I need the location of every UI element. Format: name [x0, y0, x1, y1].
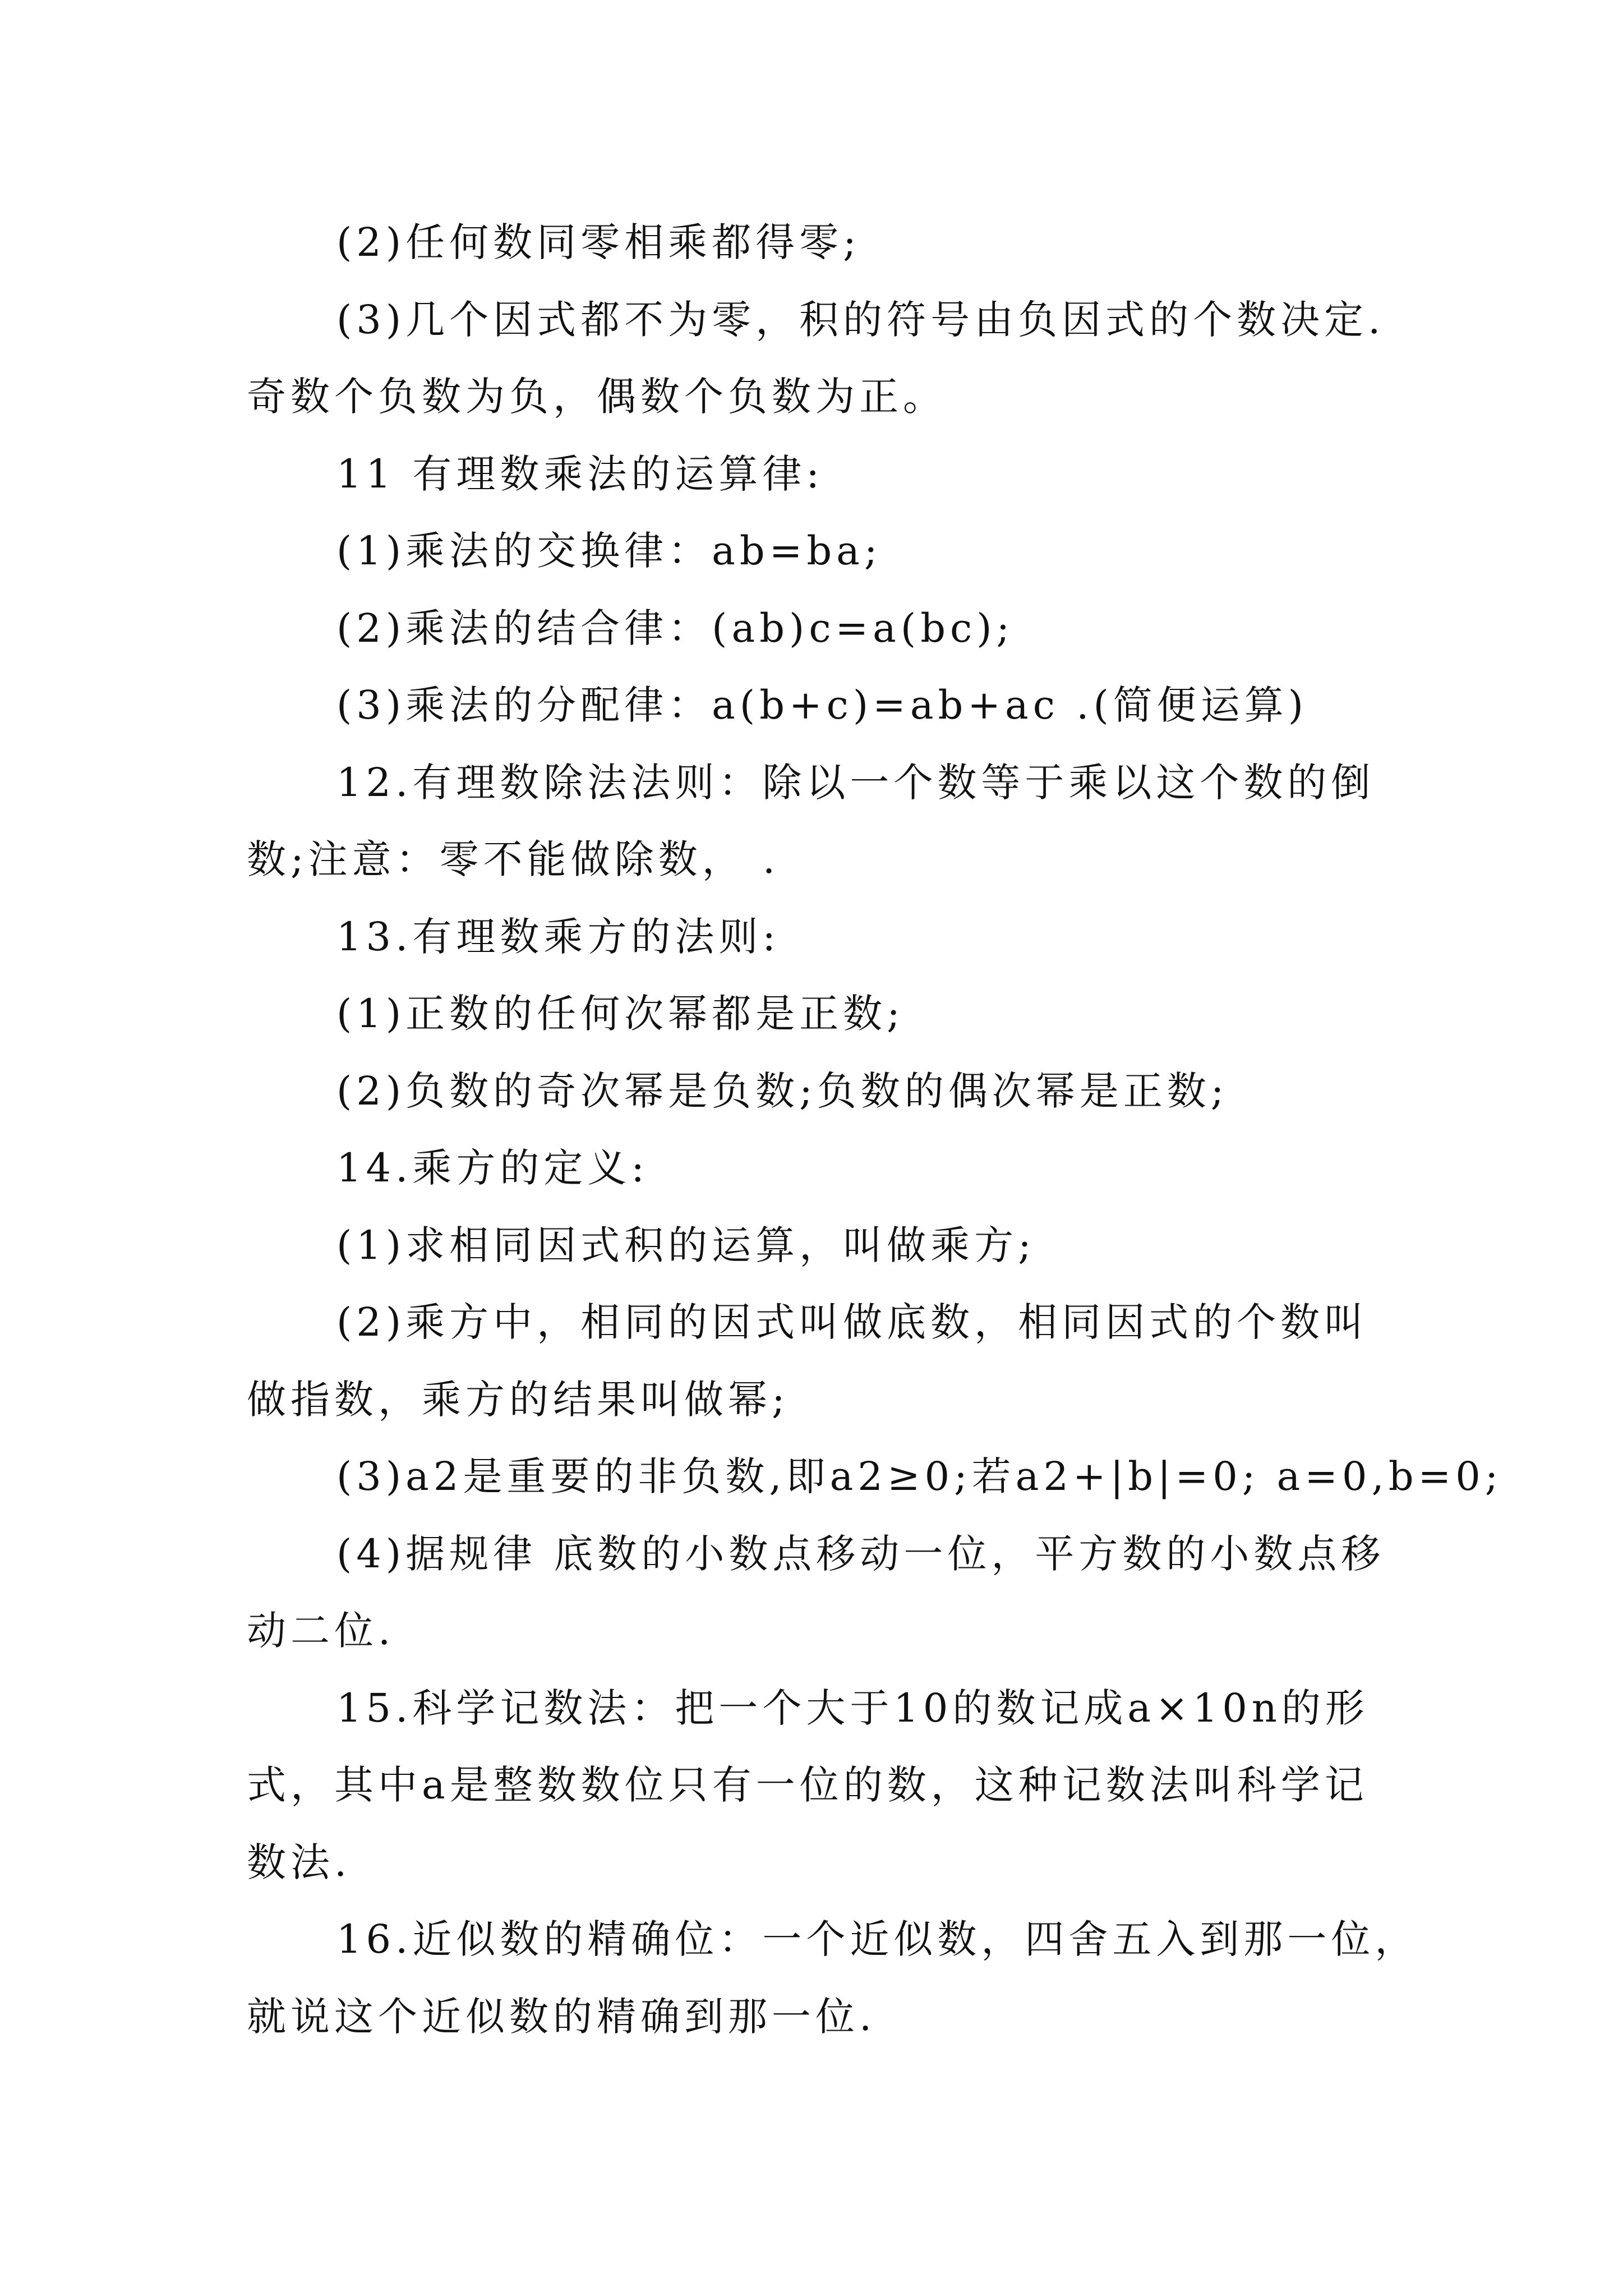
text-line: (3)a2是重要的非负数,即a2≥0;若a2+|b|=0; a=0,b=0;	[336, 1453, 1503, 1499]
text-line: 15.科学记数法：把一个大于10的数记成a×10n的形	[336, 1685, 1369, 1731]
text-line: (1)乘法的交换律：ab=ba;	[336, 528, 882, 574]
text-line: 11 有理数乘法的运算律:	[336, 451, 824, 497]
text-line: 动二位.	[247, 1608, 395, 1654]
text-line: 数;注意：零不能做除数， .	[247, 836, 780, 882]
text-line: (2)任何数同零相乘都得零;	[336, 219, 861, 265]
text-line: 数法.	[247, 1839, 352, 1885]
text-line: 12.有理数除法法则：除以一个数等于乘以这个数的倒	[336, 760, 1375, 806]
text-line: (2)乘方中，相同的因式叫做底数，相同因式的个数叫	[336, 1299, 1368, 1345]
text-line: 13.有理数乘方的法则:	[336, 914, 780, 960]
text-line: (1)正数的任何次幂都是正数;	[336, 991, 905, 1037]
text-line: (1)求相同因式积的运算，叫做乘方;	[336, 1222, 1036, 1268]
text-line: 奇数个负数为负，偶数个负数为正。	[247, 374, 947, 420]
text-line: 14.乘方的定义:	[336, 1145, 649, 1191]
text-line: 16.近似数的精确位：一个近似数，四舍五入到那一位，	[336, 1916, 1419, 1962]
text-line: (2)乘法的结合律：(ab)c=a(bc);	[336, 605, 1015, 651]
text-line: (2)负数的奇次幂是负数;负数的偶次幂是正数;	[336, 1068, 1229, 1114]
text-line: 做指数，乘方的结果叫做幂;	[247, 1377, 790, 1423]
text-line: 式，其中a是整数数位只有一位的数，这种记数法叫科学记	[247, 1762, 1368, 1808]
text-line: (3)几个因式都不为零，积的符号由负因式的个数决定.	[336, 297, 1385, 343]
text-line: (3)乘法的分配律：a(b+c)=ab+ac .(简便运算)	[336, 682, 1308, 728]
text-line: (4)据规律 底数的小数点移动一位，平方数的小数点移	[336, 1531, 1385, 1577]
text-line: 就说这个近似数的精确到那一位.	[247, 1994, 877, 2040]
